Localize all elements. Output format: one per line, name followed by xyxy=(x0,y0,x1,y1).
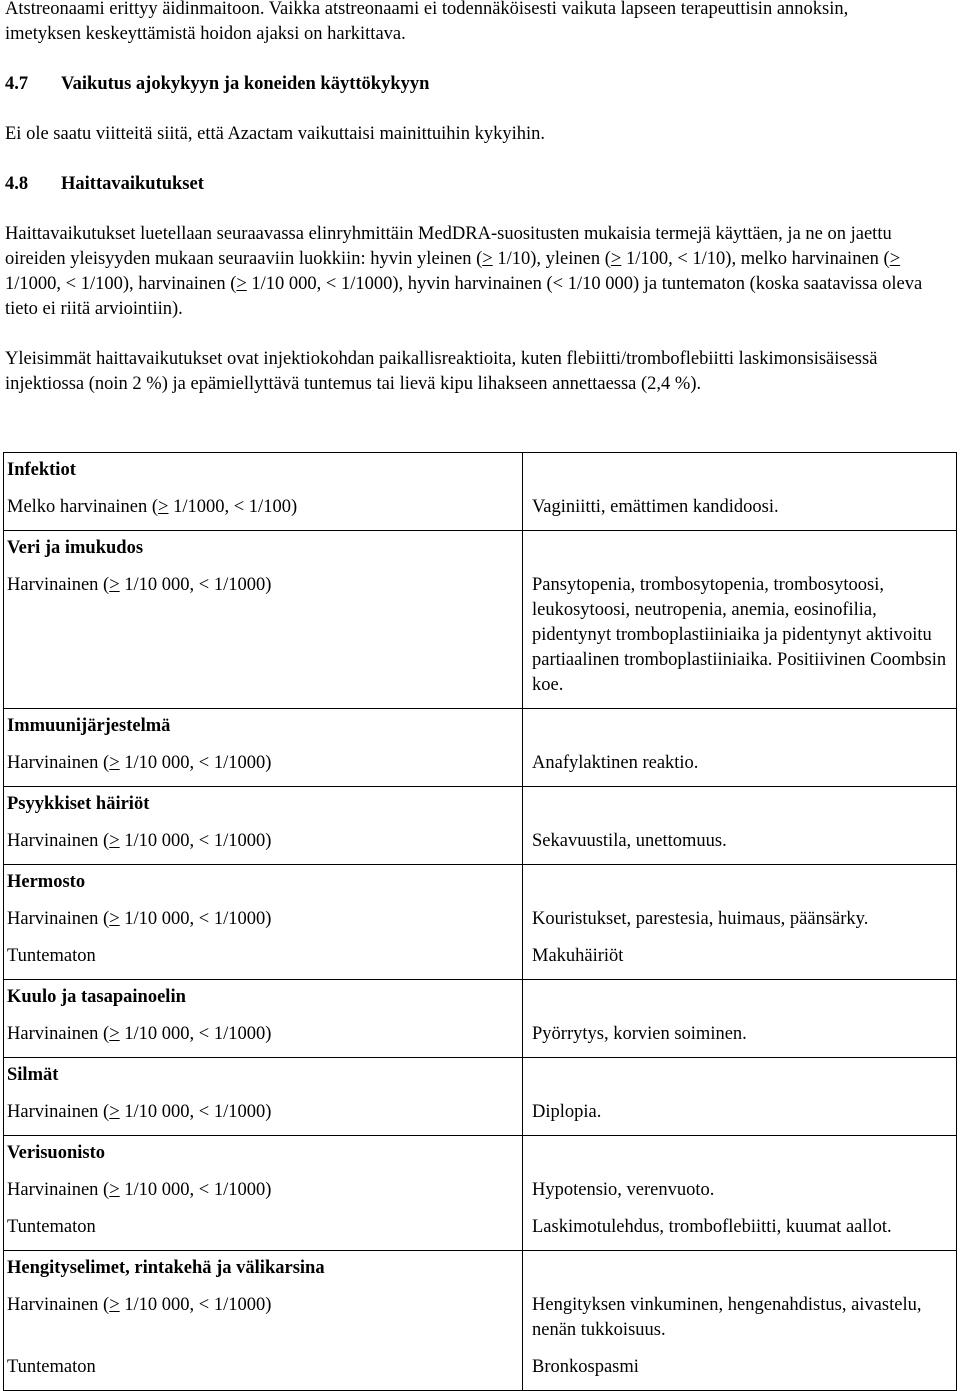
ge-symbol: > xyxy=(158,497,169,517)
adverse-effect-cell: Laskimotulehdus, tromboflebiitti, kuumat aallot. xyxy=(523,1209,957,1251)
frequency-label: Harvinainen ( xyxy=(7,1024,110,1044)
section-4-8-heading xyxy=(5,172,955,197)
adverse-effects-table xyxy=(3,452,957,1391)
ge-symbol: > xyxy=(109,909,120,929)
frequency-cell xyxy=(4,1016,523,1058)
organ-system-name: Verisuonisto xyxy=(4,1136,523,1173)
organ-system-row xyxy=(4,865,957,902)
organ-system-blank-cell xyxy=(523,980,957,1017)
organ-system-blank-cell xyxy=(523,531,957,568)
common-effects-paragraph: Yleisimmät haittavaikutukset ovat injektiokohdan paikallisreaktioita, kuten flebiitti/tromboflebiitti laskimonsisäisessä injektiossa (noin 2 %) ja epämiellyttävä tuntemus tai lievä kipu lihakseen annettaessa (2,4 %). xyxy=(5,349,878,394)
organ-system-blank-cell xyxy=(523,453,957,490)
paragraph-text: 1/10), yleinen ( xyxy=(492,249,611,269)
frequency-range: 1/10 000, < 1/1000) xyxy=(119,831,272,851)
frequency-range: 1/1000, < 1/100) xyxy=(168,497,298,517)
organ-system-blank-cell xyxy=(523,709,957,746)
organ-system-blank-cell xyxy=(523,1058,957,1095)
section-4-7-number: 4.7 xyxy=(5,74,29,94)
intro-paragraph: Atstreonaami erittyy äidinmaitoon. Vaikka atstreonaami ei todennäköisesti vaikuta lapseen terapeuttisin annoksin, imetyksen keskeyttämistä hoidon ajaksi on harkittava. xyxy=(5,0,849,44)
paragraph-text: 1/100, < 1/10), melko harvinainen ( xyxy=(621,249,890,269)
frequency-label: Harvinainen ( xyxy=(7,575,110,595)
ge-symbol: > xyxy=(610,249,622,269)
frequency-label: Tuntematon xyxy=(7,1217,96,1237)
frequency-cell xyxy=(4,1172,523,1209)
frequency-cell xyxy=(4,1349,523,1391)
ge-symbol: > xyxy=(109,1102,120,1122)
organ-system-name: Infektiot xyxy=(4,453,523,490)
ge-symbol: > xyxy=(109,1180,120,1200)
organ-system-name: Hengityselimet, rintakehä ja välikarsina xyxy=(4,1251,523,1288)
paragraph-text: 1/1000, < 1/100), harvinainen ( xyxy=(5,274,237,294)
table-row xyxy=(4,489,957,531)
organ-system-row xyxy=(4,709,957,746)
frequency-range: 1/10 000, < 1/1000) xyxy=(119,1180,272,1200)
frequency-label: Harvinainen ( xyxy=(7,1102,110,1122)
table-row xyxy=(4,1287,957,1349)
table-row xyxy=(4,567,957,709)
frequency-range: 1/10 000, < 1/1000) xyxy=(119,753,272,773)
organ-system-name: Psyykkiset häiriöt xyxy=(4,787,523,824)
frequency-label: Tuntematon xyxy=(7,946,96,966)
organ-system-row xyxy=(4,980,957,1017)
frequency-range: 1/10 000, < 1/1000) xyxy=(119,1102,272,1122)
frequency-label: Melko harvinainen ( xyxy=(7,497,159,517)
section-4-8-title: Haittavaikutukset xyxy=(61,174,204,194)
adverse-effect-cell: Anafylaktinen reaktio. xyxy=(523,745,957,787)
organ-system-name: Kuulo ja tasapainoelin xyxy=(4,980,523,1017)
frequency-range: 1/10 000, < 1/1000) xyxy=(119,909,272,929)
frequency-cell xyxy=(4,901,523,938)
adverse-effect-cell: Diplopia. xyxy=(523,1094,957,1136)
frequency-label: Harvinainen ( xyxy=(7,1295,110,1315)
section-4-7-body: Ei ole saatu viitteitä siitä, että Azactam vaikuttaisi mainittuihin kykyihin. xyxy=(5,124,545,144)
organ-system-row xyxy=(4,1058,957,1095)
frequency-cell xyxy=(4,823,523,865)
organ-system-name: Immuunijärjestelmä xyxy=(4,709,523,746)
ge-symbol: > xyxy=(109,575,120,595)
document-page xyxy=(5,0,955,397)
adverse-effect-cell: Pyörrytys, korvien soiminen. xyxy=(523,1016,957,1058)
organ-system-row xyxy=(4,531,957,568)
adverse-effects-table-body xyxy=(4,453,957,1391)
ge-symbol: > xyxy=(236,274,247,294)
organ-system-blank-cell xyxy=(523,865,957,902)
frequency-cell xyxy=(4,745,523,787)
adverse-effect-cell: Sekavuustila, unettomuus. xyxy=(523,823,957,865)
organ-system-name: Veri ja imukudos xyxy=(4,531,523,568)
ge-symbol: > xyxy=(109,831,120,851)
table-row xyxy=(4,1016,957,1058)
adverse-effect-cell: Makuhäiriöt xyxy=(523,938,957,980)
frequency-range: 1/10 000, < 1/1000) xyxy=(119,1024,272,1044)
adverse-effect-cell: Kouristukset, parestesia, huimaus, päänsärky. xyxy=(523,901,957,938)
organ-system-blank-cell xyxy=(523,1251,957,1288)
section-4-8-number: 4.8 xyxy=(5,174,29,194)
organ-system-row xyxy=(4,453,957,490)
table-row xyxy=(4,745,957,787)
table-row xyxy=(4,1172,957,1209)
ge-symbol: > xyxy=(889,249,901,269)
organ-system-row xyxy=(4,787,957,824)
table-row xyxy=(4,901,957,938)
adverse-effect-cell: Hengityksen vinkuminen, hengenahdistus, aivastelu, nenän tukkoisuus. xyxy=(523,1287,957,1349)
ge-symbol: > xyxy=(109,1295,120,1315)
table-row xyxy=(4,938,957,980)
section-4-7-heading xyxy=(5,72,955,97)
organ-system-blank-cell xyxy=(523,1136,957,1173)
ge-symbol: > xyxy=(109,753,120,773)
adverse-effect-cell: Hypotensio, verenvuoto. xyxy=(523,1172,957,1209)
frequency-label: Harvinainen ( xyxy=(7,909,110,929)
frequency-label: Harvinainen ( xyxy=(7,753,110,773)
frequency-label: Harvinainen ( xyxy=(7,1180,110,1200)
organ-system-blank-cell xyxy=(523,787,957,824)
section-4-7-title: Vaikutus ajokykyyn ja koneiden käyttökykyyn xyxy=(61,74,430,94)
paragraph-text: 1/10 000, < 1/1000), hyvin harvinainen (< 1/10 000) ja tuntematon (koska saatavissa oleva tieto ei riitä arviointiin). xyxy=(5,274,923,319)
organ-system-name: Hermosto xyxy=(4,865,523,902)
table-row xyxy=(4,1094,957,1136)
table-row xyxy=(4,823,957,865)
frequency-cell xyxy=(4,938,523,980)
adverse-effect-cell: Vaginiitti, emättimen kandidoosi. xyxy=(523,489,957,531)
adverse-effect-cell: Pansytopenia, trombosytopenia, trombosytoosi, leukosytoosi, neutropenia, anemia, eosinofilia, pidentynyt tromboplastiiniaika ja pidentynyt aktivoitu partiaalinen tromboplastiiniaika. Positiivinen Coombsin koe. xyxy=(523,567,957,709)
organ-system-row xyxy=(4,1251,957,1288)
frequency-label: Harvinainen ( xyxy=(7,831,110,851)
frequency-range: 1/10 000, < 1/1000) xyxy=(119,1295,272,1315)
frequency-cell xyxy=(4,1094,523,1136)
frequency-definition-paragraph xyxy=(5,222,925,322)
table-row xyxy=(4,1349,957,1391)
table-row xyxy=(4,1209,957,1251)
frequency-cell xyxy=(4,1287,523,1349)
frequency-range: 1/10 000, < 1/1000) xyxy=(119,575,272,595)
ge-symbol: > xyxy=(109,1024,120,1044)
ge-symbol: > xyxy=(482,249,493,269)
frequency-cell xyxy=(4,1209,523,1251)
organ-system-name: Silmät xyxy=(4,1058,523,1095)
frequency-label: Tuntematon xyxy=(7,1357,96,1377)
frequency-cell xyxy=(4,489,523,531)
frequency-cell xyxy=(4,567,523,709)
adverse-effect-cell: Bronkospasmi xyxy=(523,1349,957,1391)
paragraph-text: Haittavaikutukset luetellaan seuraavassa elinryhmittäin MedDRA-suositusten mukaisia termejä käyttäen, ja ne on jaettu oireiden yleisyyden mukaan seuraaviin luokkiin: hyvin yleinen ( xyxy=(5,224,892,269)
organ-system-row xyxy=(4,1136,957,1173)
